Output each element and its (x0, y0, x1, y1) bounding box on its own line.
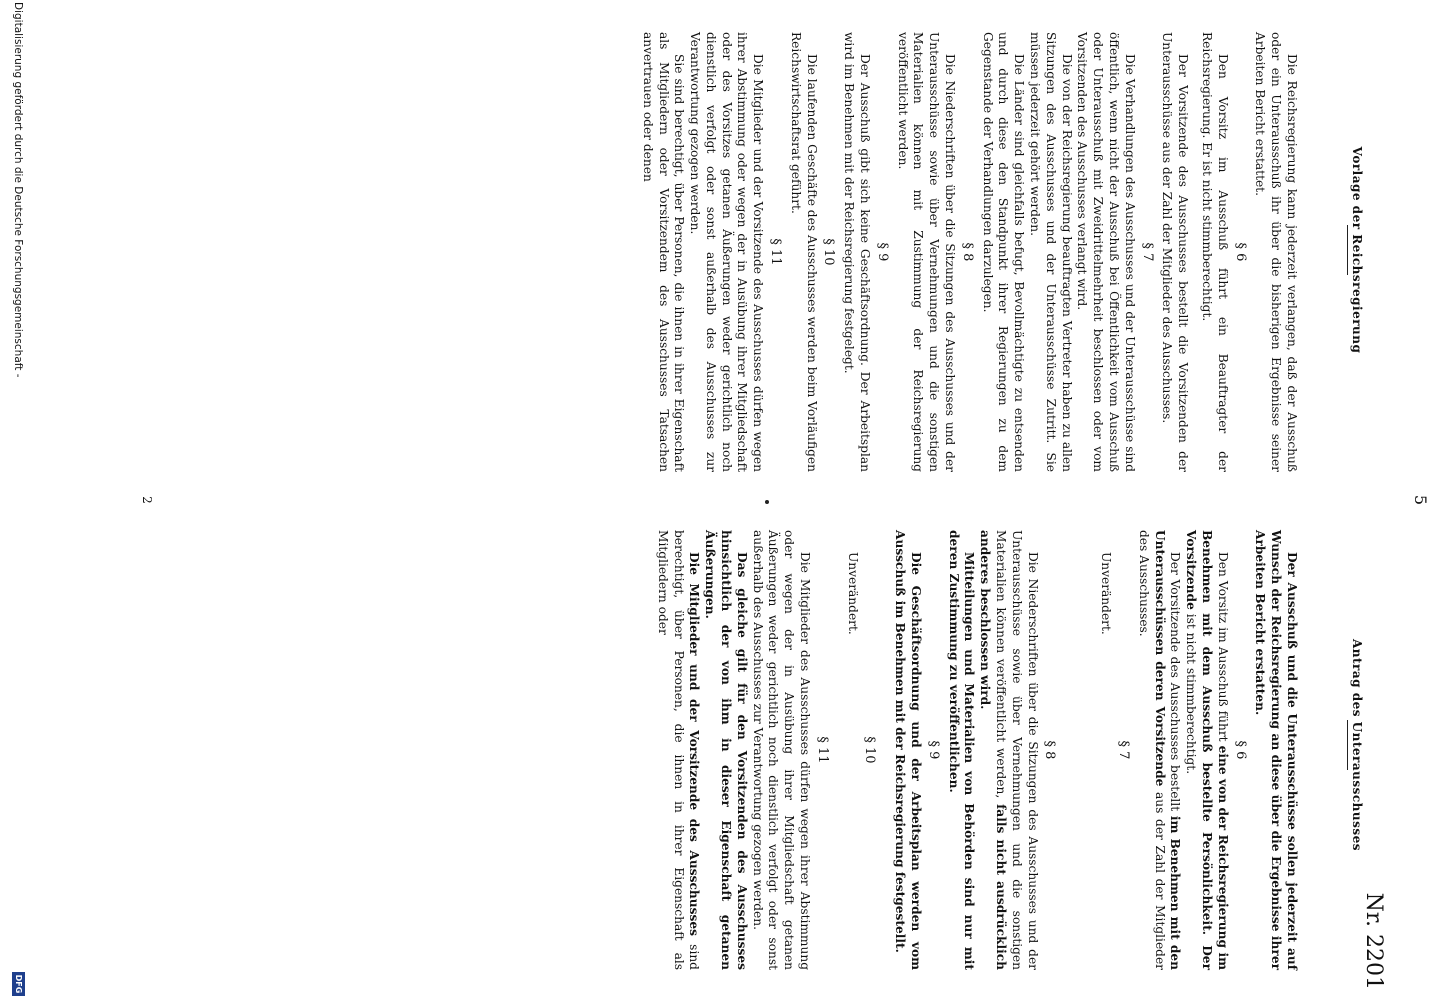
right-s9-title: § 9 (925, 740, 941, 760)
right-s11-p2: Das gleiche gilt für den Vorsitzenden des Ausschusses hinsichtlich der von ihm in dieser Eigenschaft getanen Äußerungen. (703, 530, 749, 970)
dfg-logo: DFG (12, 972, 25, 996)
right-s6-p1c: ist nicht stimmberechtigt. (1184, 609, 1199, 775)
right-s11-p3a: Die Mitglieder und der Vorsitzende des Ausschusses (687, 552, 702, 936)
left-column (639, 32, 1299, 472)
left-s8-title: § 8 (959, 242, 975, 262)
right-s8-p1b: falls nicht ausdrücklich anderes beschlossen wird. (978, 530, 1009, 970)
right-s6-title: § 6 (1232, 740, 1248, 760)
left-s10-p1: Die laufenden Geschäfte des Ausschusses werden beim Vorläufigen Reichswirtschaftsrat geführt. (788, 32, 819, 472)
right-s6-p2 (1135, 530, 1182, 970)
left-s11-p2: Sie sind berechtigt, über Personen, die ihnen in ihrer Eigenschaft als Mitgliedern oder Vorsitzendem des Ausschusses Tatsachen anvertrauen oder denen (640, 32, 687, 472)
left-s11-title: § 11 (768, 238, 784, 266)
right-s8-p1 (976, 530, 1039, 970)
left-s9-title: § 9 (874, 242, 890, 262)
right-s8-title: § 8 (1042, 740, 1058, 760)
right-s6-p2a: Der Vorsitzende des Ausschusses bestellt (1168, 552, 1183, 816)
left-s6-p1: Den Vorsitz im Ausschuß führt ein Beauftragter der Reichsregierung. Er ist nicht stimmberechtigt. (1200, 32, 1230, 472)
right-s11-p3b: sind berechtigt, über Personen, die ihnen in ihrer Eigenschaft als Mitgliedern oder (655, 530, 702, 970)
digitization-credit: Digitalisierung gefördert durch die Deutsche Forschungsgemeinschaft - (12, 2, 24, 378)
right-intro: Der Ausschuß und die Unterausschüsse sollen jederzeit auf Wunsch der Reichsregierung an diese über die Ergebnisse ihrer Arbeiten Bericht erstatten. (1253, 530, 1299, 970)
right-heading-rule (1347, 720, 1348, 770)
right-s7-p1: Unverändert. (1099, 552, 1114, 635)
right-s6-p1a: Den Vorsitz im Ausschuß führt (1215, 552, 1230, 746)
right-s8-p1a: Die Niederschriften über die Sitzungen des Ausschusses und der Unterausschüsse sowie über Vernehmungen und die sonstigen Materialien können veröffentlicht werden, (994, 530, 1040, 970)
left-s7-p3: Die Länder sind gleichfalls befugt, Bevollmächtigte zu entsenden und durch diese den Standpunkt ihrer Regierungen zu dem Gegenstande der Verhandlungen darzulegen. (980, 32, 1027, 472)
left-s6-title: § 6 (1232, 242, 1248, 262)
left-s7-title: § 7 (1139, 242, 1155, 262)
right-column-heading: Antrag des Unterausschusses (1350, 638, 1364, 852)
left-s7-p2: Die von der Reichsregierung beauftragten Vertreter haben zu allen Sitzungen des Ausschusses und der Unterausschüsse Zutritt. Sie müssen jederzeit gehört werden. (1028, 32, 1074, 472)
right-s10-p1: Unverändert. (845, 552, 860, 635)
right-s8-p2: Mitteilungen und Materialien von Behörden sind nur mit deren Zustimmung zu veröffentlichen. (946, 530, 977, 970)
right-s7-title: § 7 (1116, 740, 1132, 760)
left-s9-p1: Der Ausschuß gibt sich keine Geschäftsordnung. Der Arbeitsplan wird im Benehmen mit der Reichsregierung festgelegt. (842, 32, 873, 472)
right-s11-p3 (654, 530, 701, 970)
footer-number: 2 (140, 496, 154, 504)
right-column (654, 530, 1299, 970)
right-s9-p1: Die Geschäftsordnung und der Arbeitsplan werden vom Ausschuß im Benehmen mit der Reichsregierung festgestellt. (893, 530, 924, 970)
right-s10-title: § 10 (862, 736, 878, 764)
right-column-heading-block (1347, 525, 1364, 965)
right-s11-title: § 11 (814, 736, 830, 764)
left-column-heading: Vorlage der Reichsregierung (1350, 146, 1364, 354)
left-intro: Die Reichsregierung kann jederzeit verlangen, daß der Ausschuß oder ein Unterausschuß ihr über die bisherigen Ergebnisse seiner Arbeiten Bericht erstattet. (1253, 32, 1299, 472)
document-number: Nr. 2201 (1361, 892, 1386, 990)
right-s6-p2b: im Benehmen mit den Unterausschüssen deren Vorsitzende (1152, 530, 1183, 970)
left-s8-p1: Die Niederschriften über die Sitzungen des Ausschusses und der Unterausschüsse sowie über Vernehmungen und die sonstigen Materialien können mit Zustimmung der Reichsregierung veröffentlicht werden. (895, 32, 958, 472)
left-column-heading-block (1347, 30, 1364, 470)
left-s10-title: § 10 (821, 238, 837, 266)
print-speck (765, 500, 769, 504)
right-s6-p1 (1182, 530, 1229, 970)
left-s11-p1: Die Mitglieder und der Vorsitzende des Ausschusses dürfen wegen ihrer Abstimmung oder wegen der in Ausübung ihrer Mitgliedschaft oder des Vorsitzes getanen Äußerungen weder gerichtlich noch dienstlich verfolgt oder sonst außerhalb des Ausschusses zur Verantwortung gezogen werden. (688, 32, 766, 472)
left-s7-p1: Die Verhandlungen des Ausschusses und der Unterausschüsse sind öffentlich, wenn nicht der Ausschuß bei Öffentlichkeit vom Ausschuß oder Unterausschuß mit Zweidrittelmehrheit beschlossen oder vom Vorsitzenden des Ausschusses verlangt wird. (1075, 32, 1137, 472)
left-heading-rule (1347, 225, 1348, 275)
right-s6-p1b: eine von der Reichsregierung im Benehmen mit dem Ausschuß bestellte Persönlichkeit. Der Vorsitzende (1184, 530, 1230, 970)
right-s11-p1: Die Mitglieder des Ausschusses dürfen wegen ihrer Abstimmung oder wegen der in Ausübung ihrer Mitgliedschaft getanen Äußerungen weder gerichtlich noch dienstlich verfolgt oder sonst außerhalb des Ausschusses zur Verantwortung gezogen werden. (750, 530, 813, 970)
right-s6-p2c: aus der Zahl der Mitglieder des Ausschusses. (1136, 530, 1167, 971)
left-s6-p2: Der Vorsitzende des Ausschusses bestellt die Vorsitzenden der Unterausschüsse aus der Zahl der Mitglieder des Ausschusses. (1160, 32, 1191, 472)
page-number: 5 (1411, 494, 1430, 506)
